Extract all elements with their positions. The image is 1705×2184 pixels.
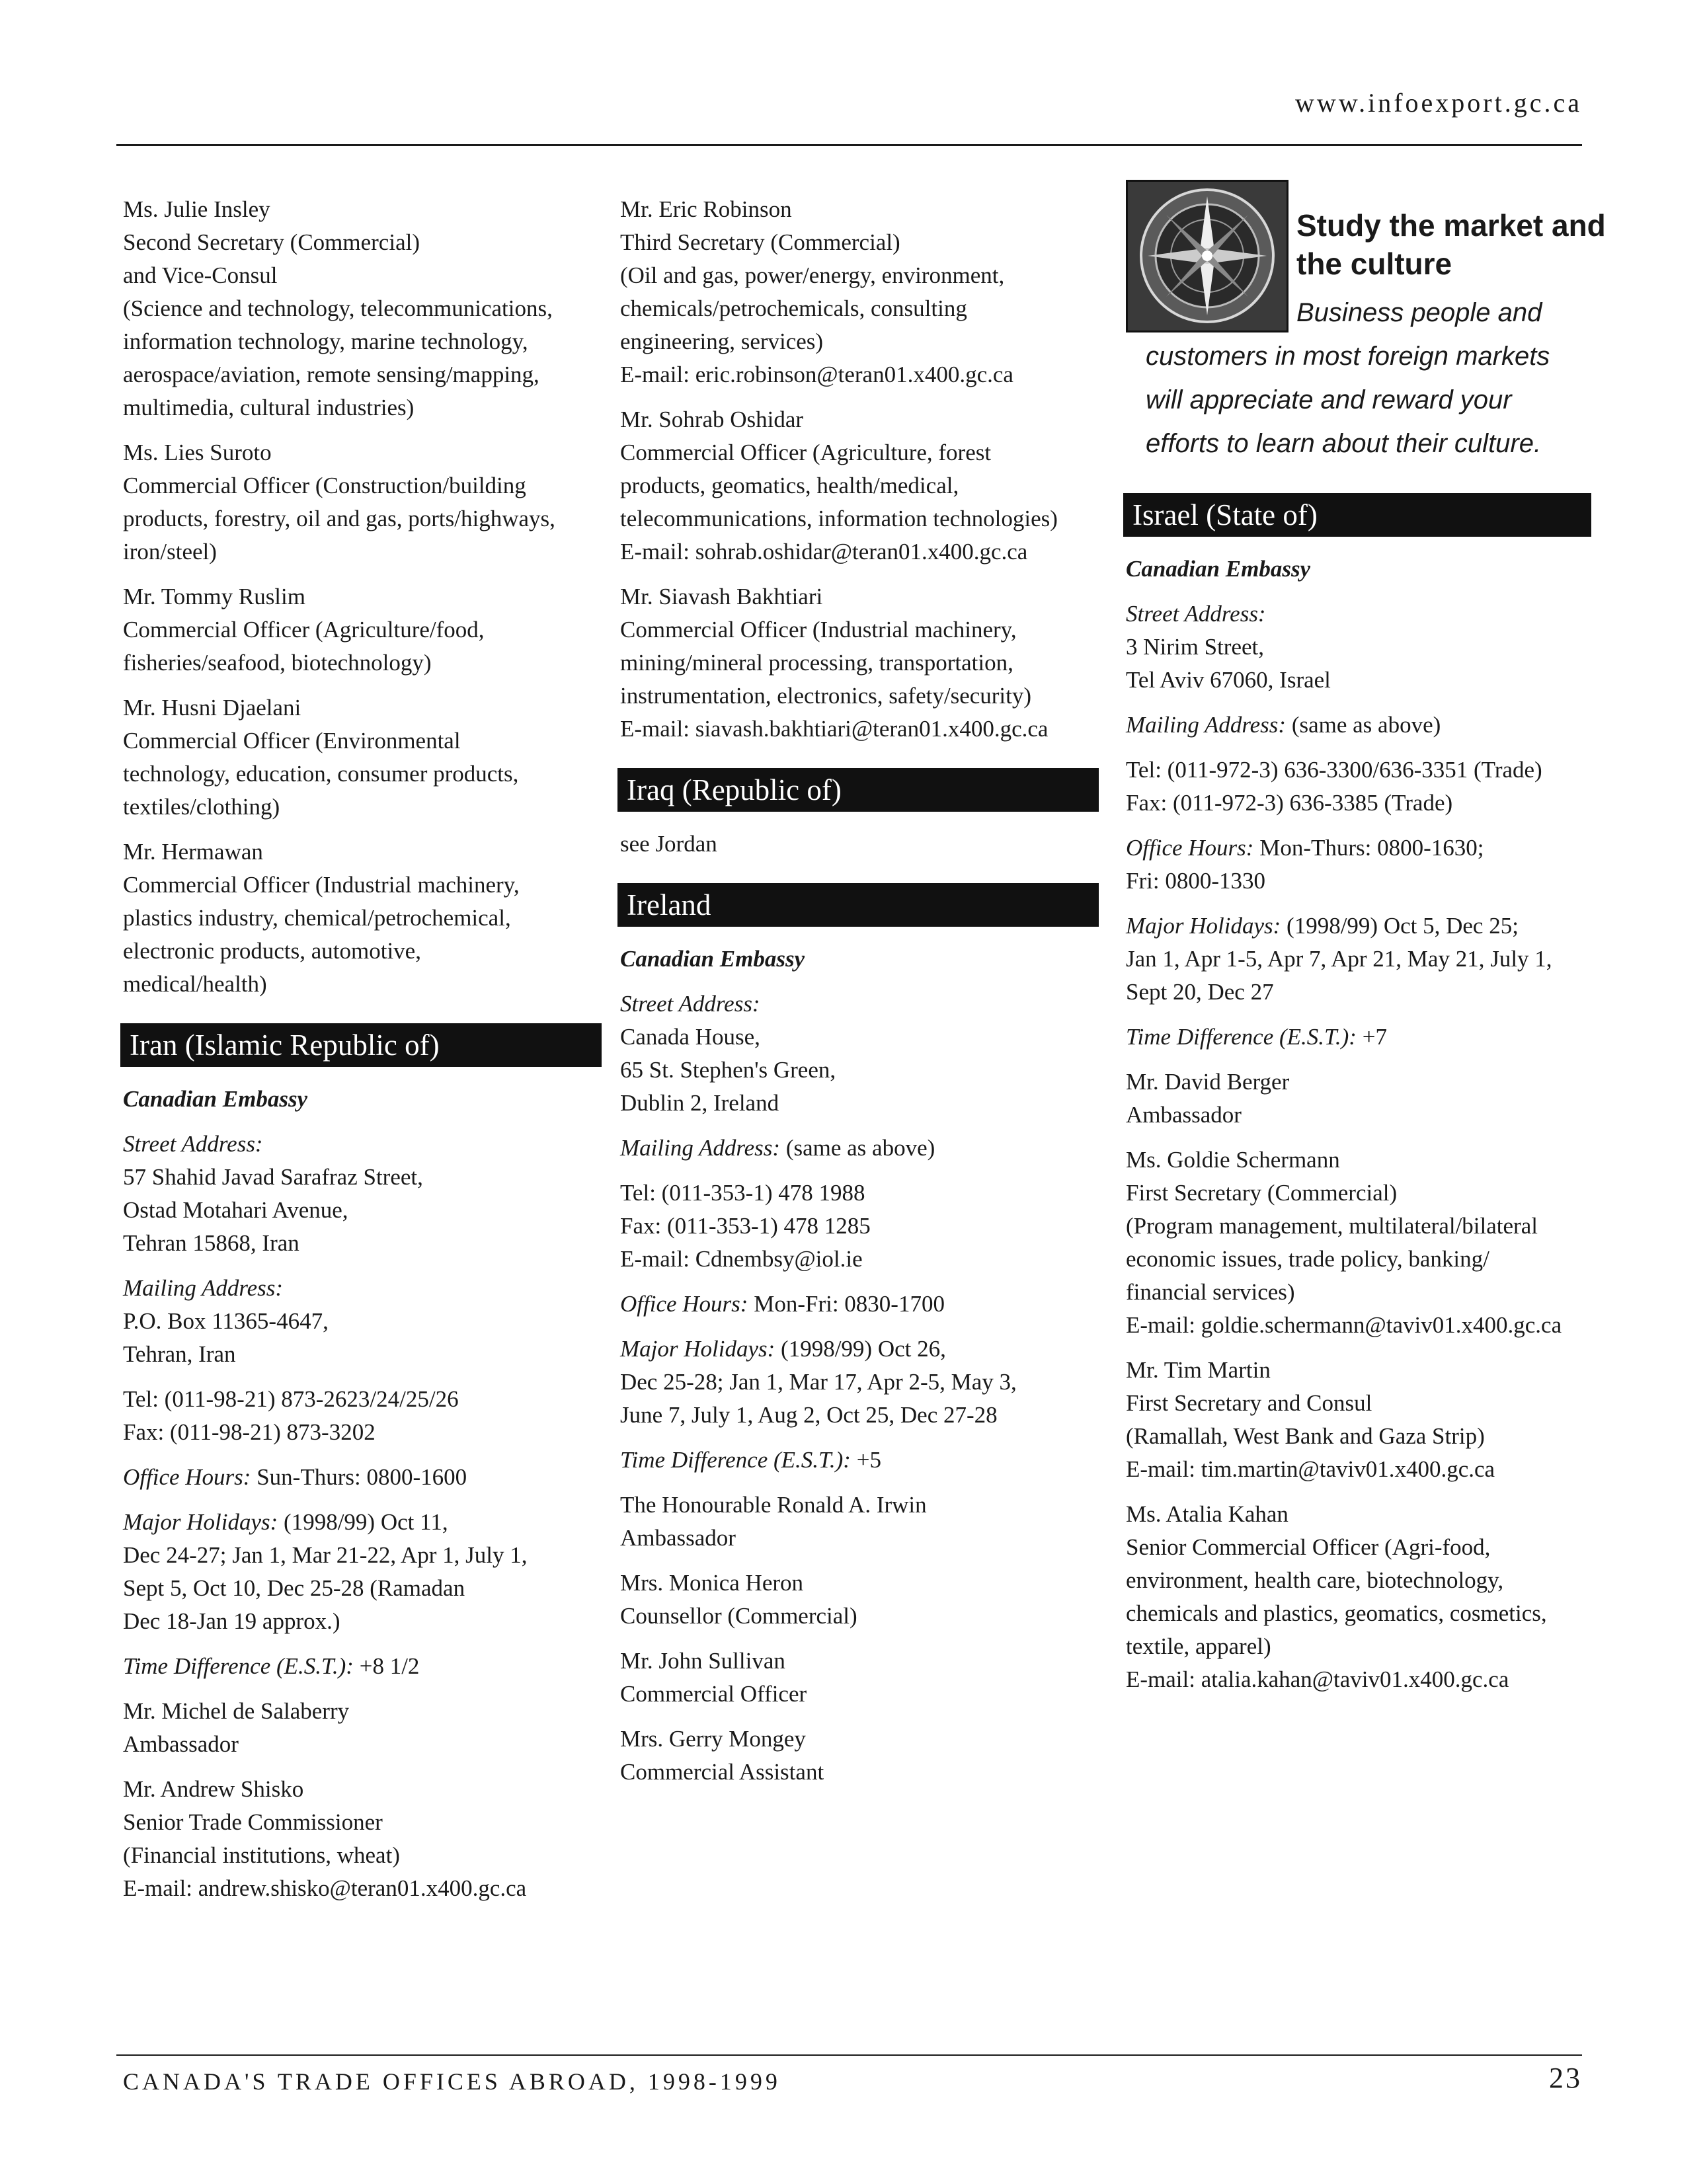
contact-detail: multimedia, cultural industries) <box>123 395 415 420</box>
page-number: 23 <box>1549 2062 1582 2094</box>
text-line: Dec 18-Jan 19 approx.) <box>123 1608 340 1634</box>
contact-detail: Ambassador <box>620 1525 736 1551</box>
column-1 <box>123 193 599 1917</box>
time-difference-label: Time Difference (E.S.T.): <box>620 1447 851 1473</box>
contact-detail: Senior Commercial Officer (Agri-food, <box>1126 1534 1491 1560</box>
contact-name: Mr. John Sullivan <box>620 1648 785 1674</box>
contact-detail: E-mail: goldie.schermann@taviv01.x400.gc.ca <box>1126 1312 1562 1338</box>
contact-name: Mr. Sohrab Oshidar <box>620 407 804 432</box>
contact-detail: (Financial institutions, wheat) <box>123 1842 400 1868</box>
time-difference-iran <box>123 1650 599 1683</box>
contact-entry <box>123 193 599 424</box>
office-hours-label: Office Hours: <box>123 1464 251 1490</box>
contact-detail: aerospace/aviation, remote sensing/mapping, <box>123 362 539 387</box>
footer-rule <box>116 2054 1582 2056</box>
contact-entry <box>123 836 599 1001</box>
text-line: 65 St. Stephen's Green, <box>620 1057 836 1083</box>
office-hours-label: Office Hours: <box>1126 835 1254 861</box>
contact-entry <box>620 580 1096 746</box>
embassy-label-iran: Canadian Embassy <box>123 1086 308 1112</box>
tip-body-line: customers in most foreign markets <box>1146 342 1550 371</box>
contact-name: Mr. Tommy Ruslim <box>123 584 305 609</box>
contact-detail: instrumentation, electronics, safety/security) <box>620 683 1032 709</box>
contact-detail: fisheries/seafood, biotechnology) <box>123 650 432 676</box>
contact-detail: Ambassador <box>1126 1102 1242 1128</box>
contact-detail: E-mail: eric.robinson@teran01.x400.gc.ca <box>620 362 1013 387</box>
contact-detail: medical/health) <box>123 971 267 997</box>
contact-detail: engineering, services) <box>620 329 824 354</box>
major-holidays-ireland <box>620 1333 1096 1432</box>
text-line: Dublin 2, Ireland <box>620 1090 779 1116</box>
embassy-label-israel: Canadian Embassy <box>1126 556 1311 582</box>
section-heading-iraq: Iraq (Republic of) <box>617 768 1099 812</box>
fax-iran: Fax: (011-98-21) 873-3202 <box>123 1419 376 1445</box>
major-holidays-israel <box>1126 910 1589 1009</box>
time-difference-value: +8 1/2 <box>353 1653 420 1679</box>
contact-detail: mining/mineral processing, transportation, <box>620 650 1013 676</box>
fax-israel: Fax: (011-972-3) 636-3385 (Trade) <box>1126 790 1453 816</box>
contact-detail: information technology, marine technology, <box>123 329 528 354</box>
text-line: Ostad Motahari Avenue, <box>123 1197 348 1223</box>
text-line: Canada House, <box>620 1024 760 1050</box>
time-difference-ireland <box>620 1444 1096 1477</box>
contact-name: Mr. Tim Martin <box>1126 1357 1271 1383</box>
holidays-first: (1998/99) Oct 5, Dec 25; <box>1281 913 1519 939</box>
text-line: Tehran 15868, Iran <box>123 1230 299 1256</box>
mailing-address-label: Mailing Address: <box>123 1275 284 1301</box>
contact-detail: Commercial Officer (Agriculture, forest <box>620 440 992 465</box>
street-address-label: Street Address: <box>620 991 760 1017</box>
contact-detail: plastics industry, chemical/petrochemical, <box>123 905 511 931</box>
time-difference-label: Time Difference (E.S.T.): <box>1126 1024 1357 1050</box>
contact-name: Mr. Andrew Shisko <box>123 1776 304 1802</box>
contact-detail: Commercial Officer (Industrial machinery, <box>620 617 1017 643</box>
contact-entry <box>620 1723 1096 1789</box>
contact-detail: electronic products, automotive, <box>123 938 421 964</box>
contact-detail: Commercial Officer (Environmental <box>123 728 461 754</box>
contact-detail: Commercial Officer <box>620 1681 807 1707</box>
embassy-label-ireland: Canadian Embassy <box>620 946 805 972</box>
contact-name: Mrs. Gerry Mongey <box>620 1726 806 1752</box>
phone-fax-ireland <box>620 1177 1096 1276</box>
contact-name: Mr. Hermawan <box>123 839 263 865</box>
mailing-address-value: (same as above) <box>1286 712 1441 738</box>
column-2 <box>620 193 1096 1801</box>
mailing-address-label: Mailing Address: <box>620 1135 781 1161</box>
contact-detail: technology, education, consumer products, <box>123 761 519 787</box>
major-holidays-iran <box>123 1506 599 1638</box>
text-line: Tel Aviv 67060, Israel <box>1126 667 1331 693</box>
contact-entry <box>620 193 1096 391</box>
contact-detail: and Vice-Consul <box>123 262 278 288</box>
mailing-address-label: Mailing Address: <box>1126 712 1287 738</box>
contact-detail: E-mail: andrew.shisko@teran01.x400.gc.ca <box>123 1875 527 1901</box>
contact-entry <box>1126 1498 1589 1696</box>
time-difference-value: +7 <box>1356 1024 1387 1050</box>
contact-name: Ms. Atalia Kahan <box>1126 1501 1289 1527</box>
street-address-iran <box>123 1128 599 1260</box>
contact-detail: First Secretary (Commercial) <box>1126 1180 1398 1206</box>
office-hours-value: Sun-Thurs: 0800-1600 <box>251 1464 467 1490</box>
text-line: Sept 20, Dec 27 <box>1126 979 1274 1005</box>
text-line: Dec 24-27; Jan 1, Mar 21-22, Apr 1, July 1, <box>123 1542 528 1568</box>
contact-detail: textile, apparel) <box>1126 1633 1271 1659</box>
contact-name: The Honourable Ronald A. Irwin <box>620 1492 927 1518</box>
website-url: www.infoexport.gc.ca <box>1295 88 1582 118</box>
contact-detail: environment, health care, biotechnology, <box>1126 1567 1504 1593</box>
contact-entry <box>620 1567 1096 1633</box>
contact-entry <box>620 1645 1096 1711</box>
holidays-label: Major Holidays: <box>123 1509 278 1535</box>
email-ireland: E-mail: Cdnembsy@iol.ie <box>620 1246 863 1272</box>
text-line: Dec 25-28; Jan 1, Mar 17, Apr 2-5, May 3, <box>620 1369 1017 1395</box>
office-hours-ireland <box>620 1288 1096 1321</box>
contact-detail: (Ramallah, West Bank and Gaza Strip) <box>1126 1423 1485 1449</box>
text-line: Tehran, Iran <box>123 1341 236 1367</box>
contact-entry <box>620 1489 1096 1555</box>
contact-detail: products, geomatics, health/medical, <box>620 473 959 498</box>
contact-detail: telecommunications, information technologies) <box>620 506 1058 531</box>
text-line: Sept 5, Oct 10, Dec 25-28 (Ramadan <box>123 1575 465 1601</box>
office-hours-line2: Fri: 0800-1330 <box>1126 868 1265 894</box>
contact-detail: (Program management, multilateral/bilateral <box>1126 1213 1538 1239</box>
contact-detail: Commercial Officer (Agriculture/food, <box>123 617 485 643</box>
col1-contacts <box>123 193 599 1001</box>
contact-detail: Third Secretary (Commercial) <box>620 229 900 255</box>
street-lines-israel <box>1126 631 1589 697</box>
tip-body-line: Business people and <box>1296 298 1542 327</box>
contact-detail: chemicals/petrochemicals, consulting <box>620 295 967 321</box>
contact-entry <box>123 436 599 568</box>
street-address-label: Street Address: <box>1126 601 1266 627</box>
contact-name: Mr. Michel de Salaberry <box>123 1698 350 1724</box>
contact-entry <box>123 580 599 680</box>
contact-detail: economic issues, trade policy, banking/ <box>1126 1246 1489 1272</box>
contact-detail: First Secretary and Consul <box>1126 1390 1372 1416</box>
footer-title: CANADA'S TRADE OFFICES ABROAD, 1998-1999 <box>123 2068 781 2095</box>
time-difference-value: +5 <box>850 1447 881 1473</box>
contact-detail: (Oil and gas, power/energy, environment, <box>620 262 1005 288</box>
street-address-label: Street Address: <box>123 1131 263 1157</box>
tip-body-line: efforts to learn about their culture. <box>1146 429 1542 458</box>
contact-entry <box>620 403 1096 568</box>
section-heading-israel: Israel (State of) <box>1123 493 1591 537</box>
street-lines-ireland <box>620 1021 1096 1120</box>
contact-detail: E-mail: siavash.bakhtiari@teran01.x400.gc.ca <box>620 716 1049 742</box>
contact-name: Ms. Lies Suroto <box>123 440 272 465</box>
phone-fax-israel <box>1126 754 1589 820</box>
contact-detail: products, forestry, oil and gas, ports/highways, <box>123 506 555 531</box>
header-rule <box>116 144 1582 146</box>
street-lines-iran <box>123 1161 599 1260</box>
contact-detail: Ambassador <box>123 1731 239 1757</box>
time-difference-label: Time Difference (E.S.T.): <box>123 1653 354 1679</box>
contact-name: Mr. Siavash Bakhtiari <box>620 584 823 609</box>
contact-entry <box>1126 1144 1589 1342</box>
tel-iran: Tel: (011-98-21) 873-2623/24/25/26 <box>123 1386 459 1412</box>
holidays-lines-ireland <box>620 1366 1096 1432</box>
holidays-label: Major Holidays: <box>620 1336 775 1362</box>
text-line: P.O. Box 11365-4647, <box>123 1308 329 1334</box>
text-line: 3 Nirim Street, <box>1126 634 1264 660</box>
col2-contacts <box>620 193 1096 746</box>
mailing-address-value: (same as above) <box>780 1135 935 1161</box>
contact-entry <box>123 1773 599 1905</box>
contact-detail: (Science and technology, telecommunications, <box>123 295 553 321</box>
contact-detail: Commercial Officer (Industrial machinery, <box>123 872 520 898</box>
contact-detail: E-mail: atalia.kahan@taviv01.x400.gc.ca <box>1126 1666 1509 1692</box>
contact-detail: Senior Trade Commissioner <box>123 1809 383 1835</box>
tip-body <box>1146 291 1608 465</box>
column-3 <box>1126 180 1606 1708</box>
mailing-address-israel <box>1126 709 1589 742</box>
contact-entry <box>1126 1066 1589 1132</box>
contact-entry <box>1126 1354 1589 1486</box>
contact-detail: textiles/clothing) <box>123 794 280 820</box>
tip-box <box>1126 180 1606 471</box>
text-line: Jan 1, Apr 1-5, Apr 7, Apr 21, May 21, July 1, <box>1126 946 1552 972</box>
tip-title-line: Study the market and <box>1296 208 1606 243</box>
tip-body-line: will appreciate and reward your <box>1146 385 1512 414</box>
office-hours-value: Mon-Thurs: 0800-1630; <box>1253 835 1484 861</box>
tel-ireland: Tel: (011-353-1) 478 1988 <box>620 1180 865 1206</box>
street-address-ireland <box>620 988 1096 1120</box>
contact-detail: Commercial Officer (Construction/building <box>123 473 526 498</box>
section-heading-iran: Iran (Islamic Republic of) <box>120 1023 602 1067</box>
tip-title-line: the culture <box>1296 247 1452 281</box>
mailing-address-iran <box>123 1272 599 1371</box>
contact-detail: Counsellor (Commercial) <box>620 1603 857 1629</box>
office-hours-israel <box>1126 832 1589 898</box>
iran-contacts <box>123 1695 599 1905</box>
time-difference-israel <box>1126 1021 1589 1054</box>
text-line: 57 Shahid Javad Sarafraz Street, <box>123 1164 423 1190</box>
contact-detail: chemicals and plastics, geomatics, cosmetics, <box>1126 1600 1547 1626</box>
contact-entry <box>123 691 599 824</box>
contact-detail: Second Secretary (Commercial) <box>123 229 420 255</box>
tel-israel: Tel: (011-972-3) 636-3300/636-3351 (Trade) <box>1126 757 1542 783</box>
contact-name: Ms. Goldie Schermann <box>1126 1147 1340 1173</box>
mailing-lines-iran <box>123 1305 599 1371</box>
contact-detail: E-mail: tim.martin@taviv01.x400.gc.ca <box>1126 1456 1495 1482</box>
fax-ireland: Fax: (011-353-1) 478 1285 <box>620 1213 871 1239</box>
tip-title <box>1296 206 1640 283</box>
contact-detail: Commercial Assistant <box>620 1759 824 1785</box>
holidays-lines-iran <box>123 1539 599 1638</box>
street-address-israel <box>1126 598 1589 697</box>
iraq-note: see Jordan <box>620 831 717 857</box>
contact-name: Mr. Husni Djaelani <box>123 695 301 721</box>
contact-detail: E-mail: sohrab.oshidar@teran01.x400.gc.ca <box>620 539 1028 565</box>
text-line: June 7, July 1, Aug 2, Oct 25, Dec 27-28 <box>620 1402 998 1428</box>
office-hours-label: Office Hours: <box>620 1291 748 1317</box>
section-heading-ireland: Ireland <box>617 883 1099 927</box>
holidays-first: (1998/99) Oct 26, <box>775 1336 946 1362</box>
contact-detail: financial services) <box>1126 1279 1295 1305</box>
office-hours-value: Mon-Fri: 0830-1700 <box>748 1291 945 1317</box>
israel-contacts <box>1126 1066 1589 1696</box>
holidays-label: Major Holidays: <box>1126 913 1281 939</box>
contact-name: Ms. Julie Insley <box>123 196 270 222</box>
contact-entry <box>123 1695 599 1761</box>
phone-fax-iran <box>123 1383 599 1449</box>
ireland-contacts <box>620 1489 1096 1789</box>
holidays-first: (1998/99) Oct 11, <box>278 1509 448 1535</box>
contact-name: Mrs. Monica Heron <box>620 1570 804 1596</box>
mailing-address-ireland <box>620 1132 1096 1165</box>
contact-detail: iron/steel) <box>123 539 217 565</box>
holidays-lines-israel <box>1126 943 1589 1009</box>
contact-name: Mr. David Berger <box>1126 1069 1290 1095</box>
office-hours-iran <box>123 1461 599 1494</box>
contact-name: Mr. Eric Robinson <box>620 196 792 222</box>
